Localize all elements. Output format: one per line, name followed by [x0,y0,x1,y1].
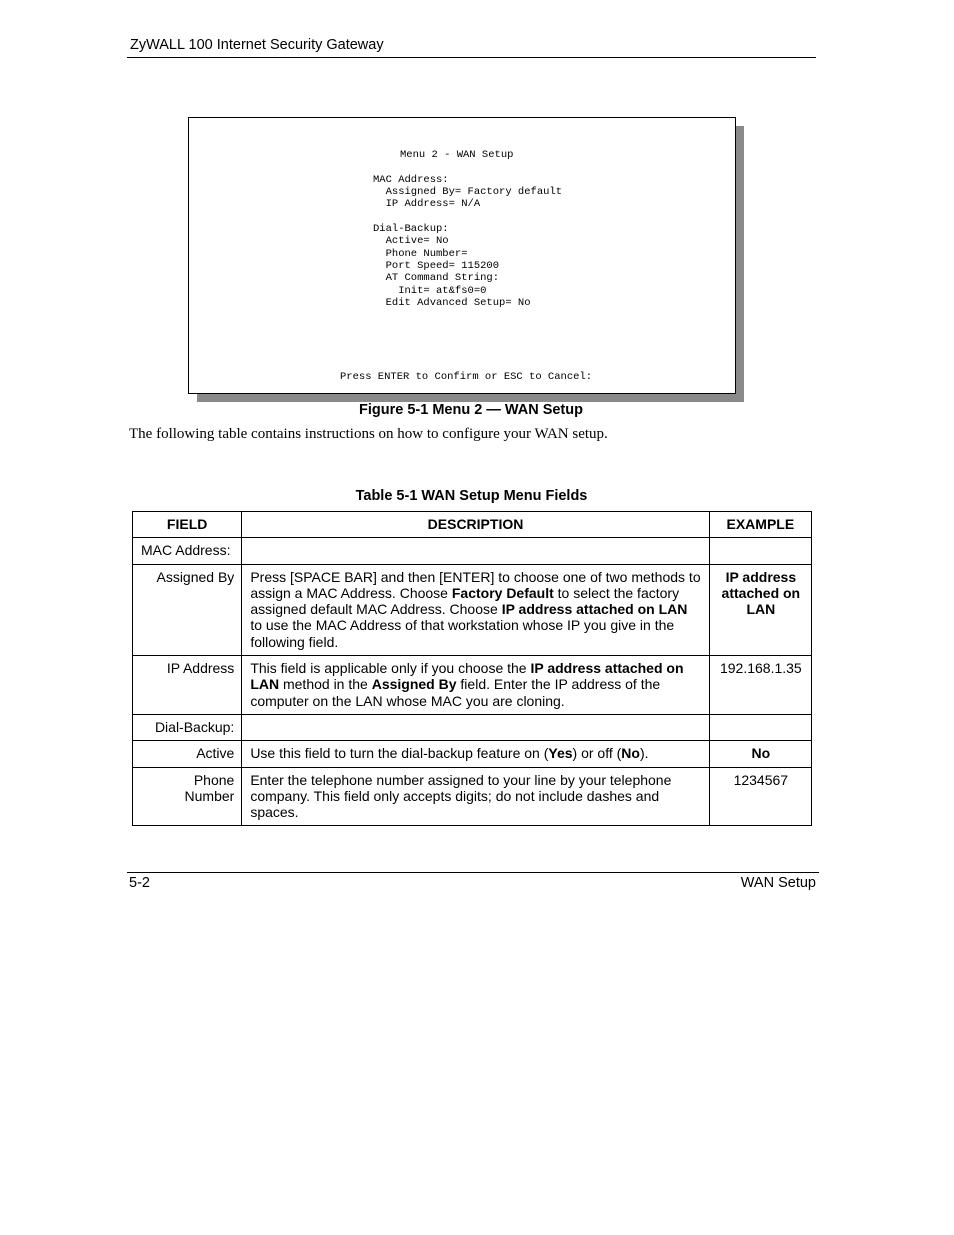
example-cell: 192.168.1.35 [709,656,811,715]
description-emphasis: Factory Default [451,584,554,601]
terminal-line: Edit Advanced Setup= No [373,297,531,309]
terminal-title: Menu 2 - WAN Setup [400,149,514,161]
description-cell [242,741,709,767]
footer-rule [127,872,819,873]
terminal-screen [188,117,736,394]
description-cell [242,656,709,715]
description-text: field. Enter the IP address of the computer on the LAN whose MAC you are cloning. [250,676,661,709]
terminal-prompt: Press ENTER to Confirm or ESC to Cancel: [340,371,593,383]
description-emphasis: Assigned By [371,676,457,693]
table-row [133,767,812,826]
example-cell [709,714,811,740]
table-row [133,656,812,715]
description-text: Use this field to turn the dial-backup feature on ( [250,745,549,762]
description-text: Press [SPACE BAR] and then [ENTER] to choose one of two methods to assign a MAC Address. Choose [250,568,701,601]
terminal-line: AT Command String: [373,272,500,284]
example-cell [709,538,811,564]
field-cell: Dial-Backup: [133,714,242,740]
wan-fields-table [132,511,812,826]
description-cell [242,714,709,740]
description-text: to use the MAC Address of that workstation whose IP you give in the following field. [250,617,675,650]
description-text: ). [639,745,649,762]
description-text: method in the [279,676,372,693]
table-body [133,538,812,826]
field-cell: Active [133,741,242,767]
description-emphasis: Yes [548,745,573,762]
header-example: EXAMPLE [709,512,811,538]
description-text: Enter the telephone number assigned to your line by your telephone company. This field only accepts digits; do not include dashes and spaces. [250,771,672,821]
description-emphasis: No [621,745,640,762]
description-emphasis: IP address attached on LAN [250,660,684,693]
terminal-line: Dial-Backup: [373,223,449,235]
description-text: This field is applicable only if you choose the [250,660,531,677]
table-row [133,564,812,655]
field-cell: Phone Number [133,767,242,826]
running-header: ZyWALL 100 Internet Security Gateway [130,37,384,53]
example-cell: No [709,741,811,767]
terminal-line: Assigned By= Factory default [373,186,563,198]
description-text: to select the factory assigned default MAC Address. Choose [250,584,680,618]
terminal-line: Active= No [373,235,449,247]
intro-paragraph: The following table contains instructions on how to configure your WAN setup. [129,426,608,442]
terminal-line: Port Speed= 115200 [373,260,500,272]
table-row [133,538,812,564]
table-caption: Table 5-1 WAN Setup Menu Fields [355,488,588,504]
terminal-line: IP Address= N/A [373,198,481,210]
example-cell: 1234567 [709,767,811,826]
header-description: DESCRIPTION [242,512,709,538]
description-cell [242,767,709,826]
table-row [133,741,812,767]
description-cell [242,564,709,655]
description-emphasis: IP address attached on LAN [501,601,688,618]
header-rule [127,57,816,58]
field-cell: Assigned By [133,564,242,655]
terminal-line: Phone Number= [373,248,468,260]
section-name: WAN Setup [740,875,816,891]
figure-caption: Figure 5-1 Menu 2 — WAN Setup [359,402,583,418]
field-cell: MAC Address: [133,538,242,564]
table-header-row [133,512,812,538]
header-field: FIELD [133,512,242,538]
terminal-line: Init= at&fs0=0 [373,285,487,297]
terminal-line: MAC Address: [373,174,449,186]
table-row [133,714,812,740]
description-text: ) or off ( [572,745,622,762]
page-number: 5-2 [129,875,150,891]
description-cell [242,538,709,564]
field-cell: IP Address [133,656,242,715]
example-cell: IP address attached on LAN [709,564,811,655]
